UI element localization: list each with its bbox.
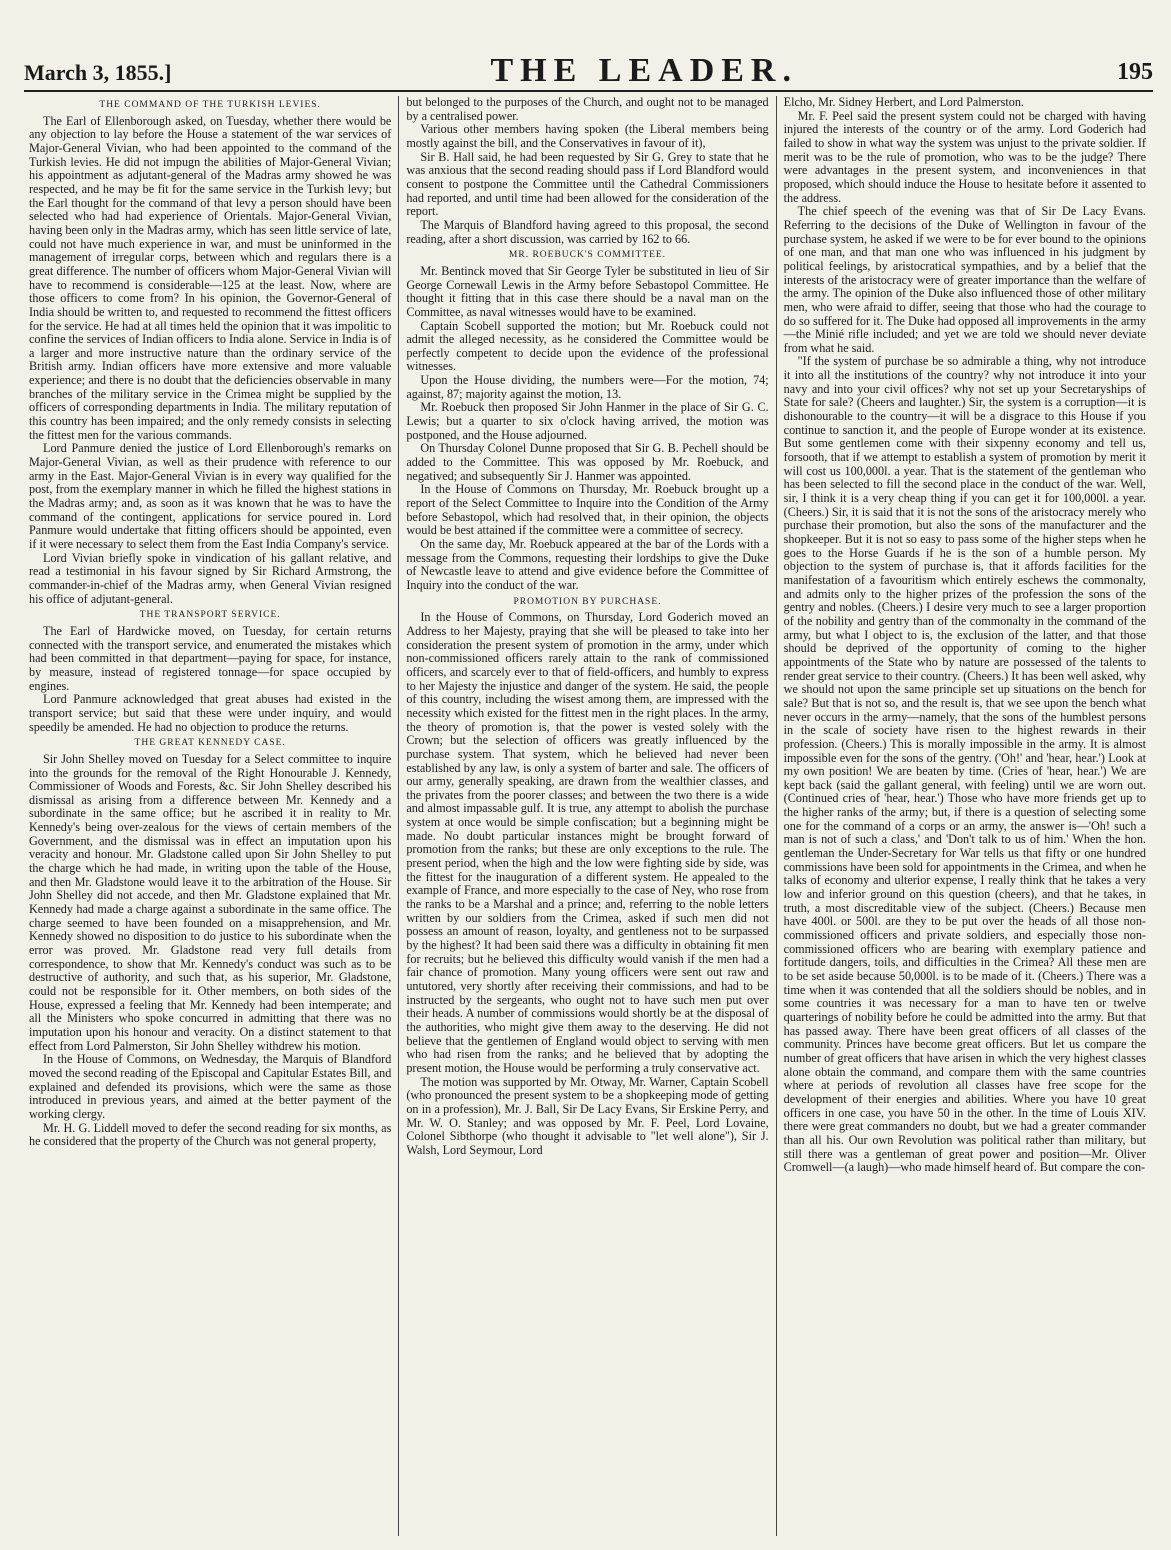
article-paragraph: but belonged to the purposes of the Church, and ought not to be managed by a centralised power. xyxy=(406,96,769,123)
article-paragraph: The Marquis of Blandford having agreed to this proposal, the second reading, after a short discussion, was carried by 162 to 66. xyxy=(406,217,769,246)
column-3 xyxy=(777,96,1153,1536)
article-paragraph: The chief speech of the evening was that of Sir De Lacy Evans. Referring to the decisions of the Duke of Wellington in favour of the purchase system, he asked if we were to be for ever bound to the opinions of one man, and that man one who was influenced in his judgment by political feelings, by aristocratical sympathies, and by a belief that the interests of the aristocracy were of greater importance than the welfare of the army. The opinion of the Duke also influenced those of other military men, who were afraid to differ, seeing that those who had the courage to do so suffered for it. The Duke had opposed all improvements in the army—the Minié rifle included; and yet we are told we should never deviate from what he said. xyxy=(783,204,1146,355)
article-paragraph: On the same day, Mr. Roebuck appeared at the bar of the Lords with a message from the Commons, requesting their lordships to give the Duke of Newcastle leave to attend and give evidence before the Committee of Inquiry into the conduct of the war. xyxy=(406,537,769,592)
page-number: 195 xyxy=(1117,59,1153,85)
article-paragraph: Mr. H. G. Liddell moved to defer the second reading for six months, as he considered that the property of the Church was not general property, xyxy=(29,1120,392,1149)
article-paragraph: Upon the House dividing, the numbers were—For the motion, 74; against, 87; majority against the motion, 13. xyxy=(406,373,769,401)
section-heading: PROMOTION BY PURCHASE. xyxy=(513,596,662,607)
article-paragraph: In the House of Commons on Thursday, Mr. Roebuck brought up a report of the Select Committee to Inquire into the Condition of the Army before Sebastopol, which had resolved that, in their opinion, the objects would be best attained if the committee were a committee of secrecy. xyxy=(406,482,769,538)
newspaper-title: THE LEADER. xyxy=(490,52,798,89)
section-heading: MR. ROEBUCK'S COMMITTEE. xyxy=(508,250,667,261)
issue-date: March 3, 1855.] xyxy=(24,60,172,85)
article-paragraph: Mr. F. Peel said the present system could not be charged with having injured the interests of the country or of the army. Lord Goderich had failed to show in what way the system was unjust to the private soldier. If merit was to be the rule of promotion, who was to be the judge? There were advantages in the present system, and inconveniences in that proposed, which should induce the House to hesitate before it assented to the address. xyxy=(783,108,1146,205)
article-paragraph: Mr. Roebuck then proposed Sir John Hanmer in the place of Sir G. C. Lewis; but a quarter to six o'clock having arrived, the motion was postponed, and the House adjourned. xyxy=(406,400,769,442)
article-paragraph: Sir B. Hall said, he had been requested by Sir G. Grey to state that he was anxious that the second reading should pass if Lord Blandford would consent to postpone the Committee until the Cathedral Commissioners had reported, and until time had been allowed for the consideration of the report. xyxy=(406,149,769,219)
article-paragraph: Elcho, Mr. Sidney Herbert, and Lord Palmerston. xyxy=(783,96,1024,109)
article-paragraph: Lord Panmure acknowledged that great abuses had existed in the transport service; but said that these were under inquiry, and would speedily be amended. He had no objection to produce the returns. xyxy=(29,692,392,734)
article-paragraph: In the House of Commons, on Thursday, Lord Goderich moved an Address to her Majesty, praying that she will be pleased to take into her consideration the present system of promotion in the army, under which non-commissioned officers rarely attain to the rank of commissioned officers, and scarcely ever to that of field-officers, and humbly to express to her Majesty the injustice and danger of the system. He said, the people of this country, including the wisest among them, are impressed with the necessity which existed for the fittest men in the right places. In the army, the theory of promotion is, that the power is vested solely with the Crown; but the selection of officers was greatly influenced by the purchase system. That system, which he believed had never been established by any law, is only a system of barter and sale. The officers of our army, generally speaking, are drawn from the wealthier classes, and the privates from the poorer classes; and between the two there is a wide and almost impassable gulf. It is true, any attempt to abolish the purchase system at once would be simple confiscation; but a beginning might be made. No doubt particular instances might be brought forward of promotion from the ranks; but these are only exceptions to the rule. The present period, when the high and the low were fighting side by side, was the fittest for the inauguration of a different system. He appealed to the example of France, and more especially to the case of Ney, who rose from the ranks to be a Marshal and a prince; and, referring to the noble letters written by our soldiers from the Crimea, asked if such men did not possess an amount of reason, loyalty, and gentleness not to be surpassed by the highest? It had been said there was a difficulty in obtaining fit men for recruits; but he believed this difficulty would vanish if the men had a fair chance of promotion. Many young officers were sent out raw and untutored, very shortly after receiving their commissions, and had to be instructed by the sergeants, who ought not to have such men put over their heads. A number of commissions would shortly be at the disposal of the authorities, who might give them away to the deserving. He did not believe that the gentlemen of England would object to serving with men who had risen from the ranks; and he believed that by adopting the present motion, the House would be performing a truly conservative act. xyxy=(406,610,769,1075)
column-1 xyxy=(22,96,399,1536)
masthead xyxy=(24,54,1153,92)
section-heading: THE COMMAND OF THE TURKISH LEVIES. xyxy=(99,100,321,110)
article-paragraph: Sir John Shelley moved on Tuesday for a Select committee to inquire into the grounds for the removal of the Right Honourable J. Kennedy, Commissioner of Woods and Forests, &c. Sir John Shelley described his dismissal as arising from a difference between Mr. Kennedy and a subordinate in the same office; but he ascribed it in reality to Mr. Kennedy's being over-zealous for the views of certain members of the Government, and the dismissal was in effect an imputation upon his veracity and honour. Mr. Gladstone called upon Sir John Shelley to put the charge which he had made, in writing upon the table of the House, and then Mr. Gladstone would leave it to the arbitration of the House. Sir John Shelley did not accede, and then Mr. Gladstone explained that Mr. Kennedy had made a charge against a subordinate in the same office. The charge seemed to have been founded on a misapprehension, and Mr. Kennedy showed no disposition to do justice to his subordinate when the error was proved. Mr. Gladstone read very full details from correspondence, to show that Mr. Kennedy's conduct was such as to be destructive of authority, and such that, as his superior, Mr. Gladstone, could not be responsible for it. Other members, on both sides of the House, expressed a feeling that Mr. Kennedy had been intemperate; and all the Ministers who spoke concurred in admitting that there was no imputation upon his honour and veracity. On a distinct statement to that effect from Lord Palmerston, Sir John Shelley withdrew his motion. xyxy=(29,751,392,1053)
article-paragraph: The Earl of Hardwicke moved, on Tuesday, for certain returns connected with the transport service, and enumerated the mistakes which had been committed in that department—paying for space, for instance, by measure, instead of registered tonnage—for space occupied by engines. xyxy=(29,623,392,693)
article-paragraph: Lord Vivian briefly spoke in vindication of his gallant relative, and read a testimonial in his favour signed by Sir Richard Armstrong, the commander-in-chief of the Madras army, when General Vivian resigned his office of adjutant-general. xyxy=(29,550,392,606)
column-2 xyxy=(399,96,776,1536)
article-paragraph: On Thursday Colonel Dunne proposed that Sir G. B. Pechell should be added to the Committee. This was opposed by Mr. Roebuck, and negatived; and subsequently Sir J. Hanmer was appointed. xyxy=(406,441,769,483)
article-paragraph: Various other members having spoken (the Liberal members being mostly against the bill, and the Conservatives in favour of it), xyxy=(406,122,769,150)
article-paragraph: Mr. Bentinck moved that Sir George Tyler be substituted in lieu of Sir George Cornewall Lewis in the Army before Sebastopol Committee. He thought it fitting that in this case there should be a naval man on the Committee, as naval witnesses would have to be examined. xyxy=(406,263,769,319)
article-columns xyxy=(22,96,1153,1536)
article-paragraph: In the House of Commons, on Wednesday, the Marquis of Blandford moved the second reading of the Episcopal and Capitular Estates Bill, and explained and defended its provisions, which were the same as those introduced in previous years, and aimed at the better payment of the working clergy. xyxy=(29,1052,392,1121)
section-heading: THE GREAT KENNEDY CASE. xyxy=(134,738,286,749)
section-heading: THE TRANSPORT SERVICE. xyxy=(139,610,281,621)
article-paragraph: The Earl of Ellenborough asked, on Tuesday, whether there would be any objection to lay before the House a statement of the war services of Major-General Vivian, who had been appointed to the command of the Turkish levies. He did not impugn the abilities of Major-General Vivian; his appointment as adjutant-general of the Madras army showed he was respected, and he may be fit for the same service in the Turkish levy; but the Earl thought for the command of that levy a person should have been selected who had had experience of Orientals. Major-General Vivian, having been only in the Madras army, which has seen little service of late, could not have much experience in war, and must be uninformed in the management of irregular corps, between which and regulars there is a great difference. The number of officers whom Major-General Vivian will have to recommend is considerable—125 at the least. Now, where are those officers to come from? In his opinion, the Governor-General of India should be written to, and requested to recommend the fittest officers for the service. He had at all times held the opinion that it was impolitic to confine the services of Indian officers to India alone. Service in India is of a larger and more instructive nature than the ordinary service of the British army. Indian officers have more extensive and more valuable experience; and there is no doubt that the deficiencies observable in many branches of the military service in the Crimea might be supplied by the officers of corresponding departments in India. The military reputation of this country has been impaired; and the only remedy consists in selecting the fittest men for the various commands. xyxy=(29,113,392,442)
article-paragraph: "If the system of purchase be so admirable a thing, why not introduce it into all the institutions of the country? why not introduce it into your navy and into your civil offices? why not set up your Secretaryships of State for sale? (Cheers and laughter.) Sir, the system is a corruption—it is dishonourable to the country—it will be a disgrace to this House if you continue to sanction it, and the people of Europe wonder at its existence. But some gentlemen come with their sixpenny economy and tell us, forsooth, that if we attempt to establish a system of promotion by merit it will cost us 100,000l. a year. That is the statement of the gentleman who has been selected to fill the second place in the conduct of the war. Well, sir, I think it is a very cheap thing if you can get it for 100,000l. a year. (Cheers.) Sir, it is said that it is not the sons of the aristocracy merely who purchase their promotion, but also the sons of the manufacturer and the shopkeeper. But it is not so easy to pass some of the higher steps when he goes to the Horse Guards if he is the son of a humble person. My objection to the system of purchase is, that it affords facilities for the manifestation of a favouritism which entirely eschews the commonalty, and admits only to the higher prizes of the profession the sons of the gentry and nobles. (Cheers.) I desire very much to see a larger proportion of the nobility and gentry than of the commonalty in the command of the army, but what I object to is, the exclusion of the latter, and that those should be deprived of the opportunity of coming to the higher appointments of the State who by nature are possessed of the talents to render great service to their country. (Cheers.) It has been well asked, why we should not upon the same principle set up situations on the bench for sale? But that is not so, and the result is, that we see upon the bench what never occurs in the army—namely, that the sons of the humblest persons in the scale of society have risen to the highest rewards in their profession. (Cheers.) This is morally impossible in the army. It is almost impossible even for the sons of the gentry. ('Oh!' and 'hear, hear.') Look at my own position! We are beaten by time. (Cries of 'hear, hear.') We are kept back (said the gallant general, with feeling) until we are worn out. (Continued cries of 'hear, hear.') Those who have more friends get up to the higher ranks of the army; but, if there is a question of selecting some one for the command of a corps or an army, the answer is—'Oh! such a man is not of such a class,' and 'Don't talk to us of him.' When the hon. gentleman the Under-Secretary for War tells us that fifty or one hundred commissions have been sold for appointments in the Crimea, and when he talks of economy and ulterior expense, I really think that he takes a very low and inferior ground on this question (cheers), and that he takes, in truth, a most discreditable view of the subject. (Cheers.) Because men have 400l. or 500l. are they to be put over the heads of all those non-commissioned officers and private soldiers, and especially those non-commissioned officers who are bearing with exemplary patience and fortitude dangers, toils, and difficulties in the Crimea? All these men are to be set aside because 50,000l. is to be made of it. (Cheers.) There was a time when it was contended that all the soldiers should be nobles, and in some countries it was necessary for a man to have ten or twelve quarterings of nobility before he could be admitted into the army. But that has passed away. There have been great officers of all classes of the community. Princes have become great officers. But let us compare the number of great officers that have arisen in which the very highest classes alone obtain the command, and compare them with the same countries where at periods of revolution all classes have free scope for the development of their energies and abilities. Where you have 10 great officers in one case, you have 50 in the other. In the time of Louis XIV. there were great commanders no doubt, but we had a greater commander than all his. Our own Revolution was political rather than military, but still there was a gentleman of great power and position—Mr. Oliver Cromwell—(a laugh)—who made himself heard of. But compare the con- xyxy=(783,354,1146,1175)
article-paragraph: Captain Scobell supported the motion; but Mr. Roebuck could not admit the alleged necessity, as he considered the Committee would be perfectly competent to decide upon the evidence of the professional witnesses. xyxy=(406,318,769,374)
article-paragraph: The motion was supported by Mr. Otway, Mr. Warner, Captain Scobell (who pronounced the present system to be a shopkeeping mode of getting on in a profession), Mr. J. Ball, Sir De Lacy Evans, Sir Erskine Perry, and Mr. W. O. Stanley; and was opposed by Mr. F. Peel, Lord Lovaine, Colonel Sibthorpe (who thought it advisable to "let well alone"), Sir J. Walsh, Lord Seymour, Lord xyxy=(406,1074,769,1157)
article-paragraph: Lord Panmure denied the justice of Lord Ellenborough's remarks on Major-General Vivian, as well as their prudence with reference to our army in the East. Major-General Vivian is in every way qualified for the post, from the exemplary manner in which he filled the highest stations in the Madras army; and, as soon as it was known that he was to have the command of the contingent, applications for service poured in. Lord Panmure would undertake that fitting officers should be appointed, even if it were necessary to select them from the East India Company's service. xyxy=(29,441,392,551)
